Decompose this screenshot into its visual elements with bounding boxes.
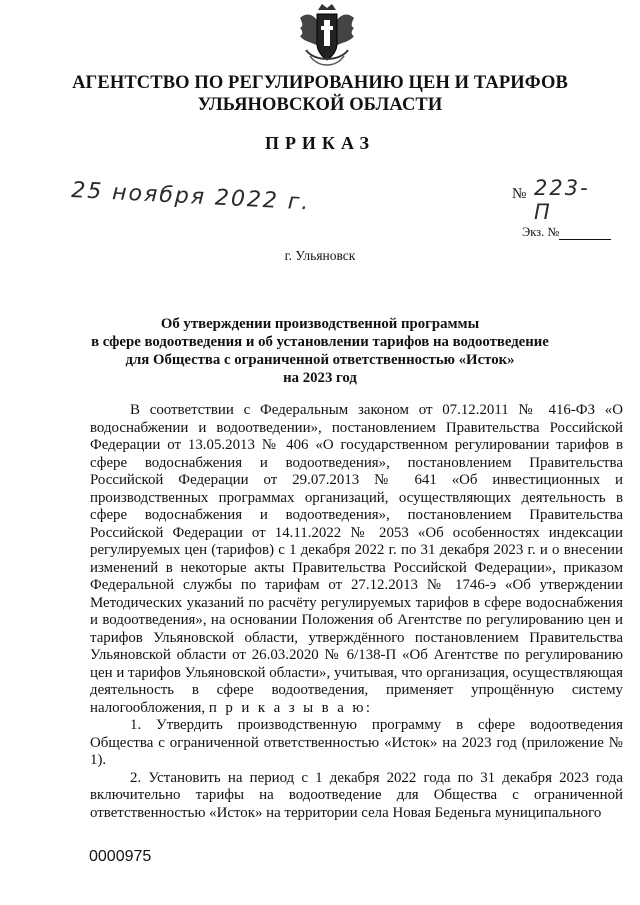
agency-name-line2: УЛЬЯНОВСКОЙ ОБЛАСТИ [197,95,443,115]
order-body [90,402,623,822]
subject-line3: для Общества с ограниченной ответственностью «Исток» [125,352,515,368]
agency-name [0,72,640,116]
preamble-paragraph [90,402,623,717]
order-subject [0,315,640,387]
city: г. Ульяновск [284,248,356,263]
coat-of-arms-icon [296,2,358,70]
copy-number-label: Экз. № [522,225,560,239]
subject-line1: Об утверждении производственной программы [160,316,480,332]
copy-number [522,225,611,240]
subject-line4: на 2023 год [283,370,357,386]
document-type: ПРИКАЗ [264,133,376,153]
preamble-text: В соответствии с Федеральным законом от 07.12.2011 № 416-ФЗ «О водоснабжении и водоотведении», постановлением Правительства Российской Федерации от 13.05.2013 № 406 «О государственном регулировании тарифов в сфере водоснабжения и водоотведения», постановлением Правительства Российской Федерации от 29.07.2013 № 641 «Об инвестиционных и производственных программах организаций, осуществляющих деятельность в сфере водоснабжения и водоотведения», постановлением Правительства Российской Федерации от 14.11.2022 № 2053 «Об особенностях индексации регулируемых цен (тарифов) с 1 декабря 2022 г. по 31 декабря 2023 г. и о внесении изменений в некоторые акты Правительства Российской Федерации», приказом Федеральной службы по тарифам от 27.12.2013 № 1746-э «Об утверждении Методических указаний по расчёту регулируемых тарифов в сфере водоснабжения и водоотведения», на основании Положения об Агентстве по регулированию цен и тарифов Ульяновской области, утверждённого постановлением Правительства Ульяновской области от 26.03.2020 № 6/138-П «Об Агентстве по регулированию цен и тарифов Ульяновской области», учитывая, что организация, осуществляющая деятельность в сфере водоотведения, применяет упрощённую систему налогообложения, [90,402,623,716]
item-1: 1. Утвердить производственную программу в сфере водоотведения Общества с ограниченной ответственностью «Исток» на 2023 год (приложение № 1). [90,717,623,768]
order-word: п р и к а з ы в а ю: [208,699,373,716]
subject-line2: в сфере водоотведения и об установлении тарифов на водоотведение [91,334,549,350]
number-sign: № [512,186,527,202]
handwritten-date: 25 ноября 2022 г. [70,178,312,216]
agency-name-line1: АГЕНТСТВО ПО РЕГУЛИРОВАНИЮ ЦЕН И ТАРИФОВ [72,73,568,93]
handwritten-number: 223-П [534,176,590,224]
serial-number: 0000975 [89,848,152,865]
item-2: 2. Установить на период с 1 декабря 2022 года по 31 декабря 2023 года включительно тарифы на водоотведение для Общества с ограниченной ответственностью «Исток» на территории села Новая Беденьга муниципального [90,769,623,821]
copy-number-blank [559,227,611,240]
